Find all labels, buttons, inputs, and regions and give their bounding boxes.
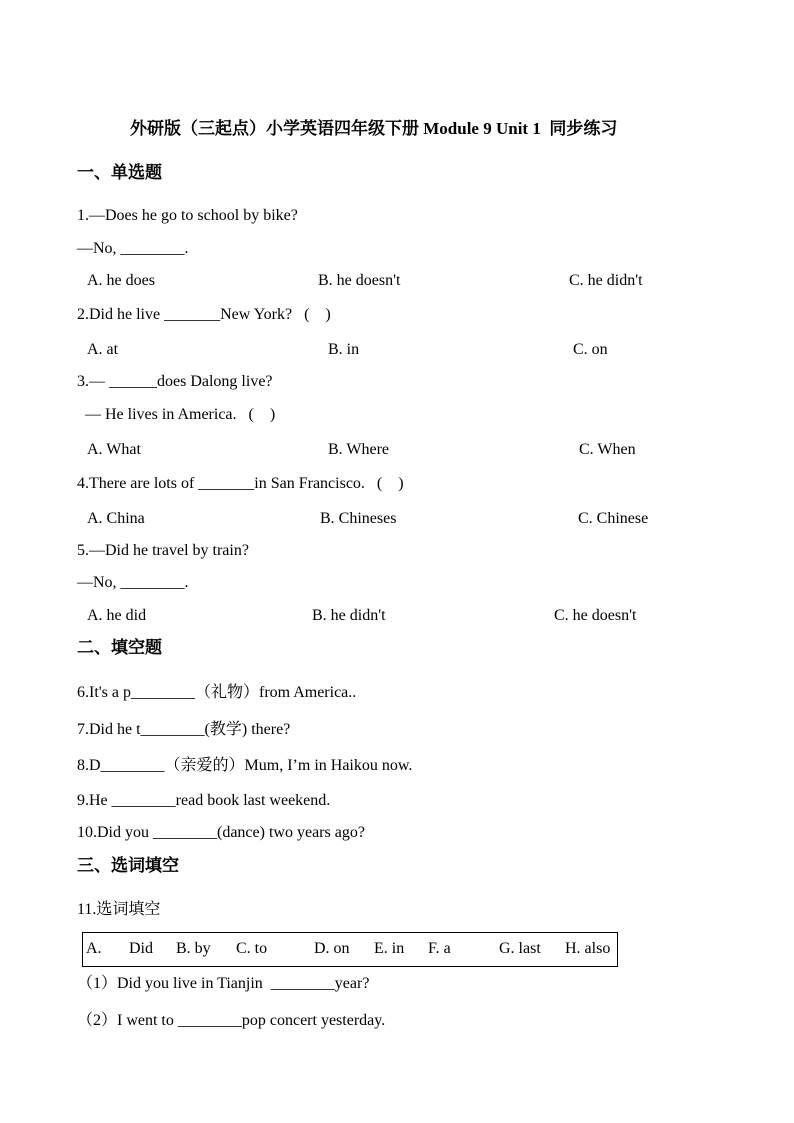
question-5-answer-line: —No, ________. xyxy=(77,574,189,591)
word-bank-box xyxy=(82,932,618,967)
question-5-option-b: B. he didn't xyxy=(312,607,386,624)
question-8-text: 8.D________（亲爱的）Mum, I’m in Haikou now. xyxy=(77,757,413,774)
question-1-option-a: A. he does xyxy=(87,272,155,289)
question-1-option-c: C. he didn't xyxy=(569,272,643,289)
section-heading-single-choice: 一、单选题 xyxy=(77,163,162,183)
section-heading-word-choice: 三、选词填空 xyxy=(77,856,179,876)
question-4-option-b: B. Chineses xyxy=(320,510,397,527)
word-bank-option: F. a xyxy=(428,940,451,957)
question-5-text: 5.—Did he travel by train? xyxy=(77,542,249,559)
question-3-option-a: A. What xyxy=(87,441,141,458)
word-bank-option: D. on xyxy=(314,940,350,957)
question-5-option-a: A. he did xyxy=(87,607,147,624)
question-1-answer-line: —No, ________. xyxy=(77,240,189,257)
page-title: 外研版（三起点）小学英语四年级下册 Module 9 Unit 1 同步练习 xyxy=(130,119,618,138)
question-4-option-a: A. China xyxy=(87,510,145,527)
question-1-text: 1.—Does he go to school by bike? xyxy=(77,207,298,224)
question-3-option-b: B. Where xyxy=(328,441,390,458)
question-2-text: 2.Did he live _______New York? ( ) xyxy=(77,306,331,323)
section-heading-fill-blank: 二、填空题 xyxy=(77,638,162,658)
question-3-answer-line: — He lives in America. ( ) xyxy=(85,406,276,423)
word-bank-option: B. by xyxy=(176,940,211,957)
question-11-heading: 11.选词填空 xyxy=(77,901,161,918)
question-7-text: 7.Did he t________(教学) there? xyxy=(77,721,291,738)
question-1-option-b: B. he doesn't xyxy=(318,272,401,289)
question-4-text: 4.There are lots of _______in San Francisco. ( ) xyxy=(77,475,404,492)
question-4-option-c: C. Chinese xyxy=(578,510,649,527)
question-3-text: 3.— ______does Dalong live? xyxy=(77,373,273,390)
question-2-option-c: C. on xyxy=(573,341,608,358)
question-2-option-b: B. in xyxy=(328,341,360,358)
question-6-text: 6.It's a p________（礼物）from America.. xyxy=(77,684,357,701)
question-11-sub-2: （2）I went to ________pop concert yesterday. xyxy=(77,1012,386,1029)
word-bank-option: G. last xyxy=(499,940,541,957)
question-10-text: 10.Did you ________(dance) two years ago? xyxy=(77,824,365,841)
word-bank-option: Did xyxy=(129,940,153,957)
question-2-option-a: A. at xyxy=(87,341,119,358)
word-bank-option: E. in xyxy=(374,940,405,957)
question-9-text: 9.He ________read book last weekend. xyxy=(77,792,331,809)
question-3-option-c: C. When xyxy=(579,441,636,458)
question-5-option-c: C. he doesn't xyxy=(554,607,637,624)
word-bank-option: A. xyxy=(86,940,102,957)
question-11-sub-1: （1）Did you live in Tianjin ________year? xyxy=(77,975,370,992)
word-bank-option: C. to xyxy=(236,940,268,957)
word-bank-option: H. also xyxy=(565,940,611,957)
